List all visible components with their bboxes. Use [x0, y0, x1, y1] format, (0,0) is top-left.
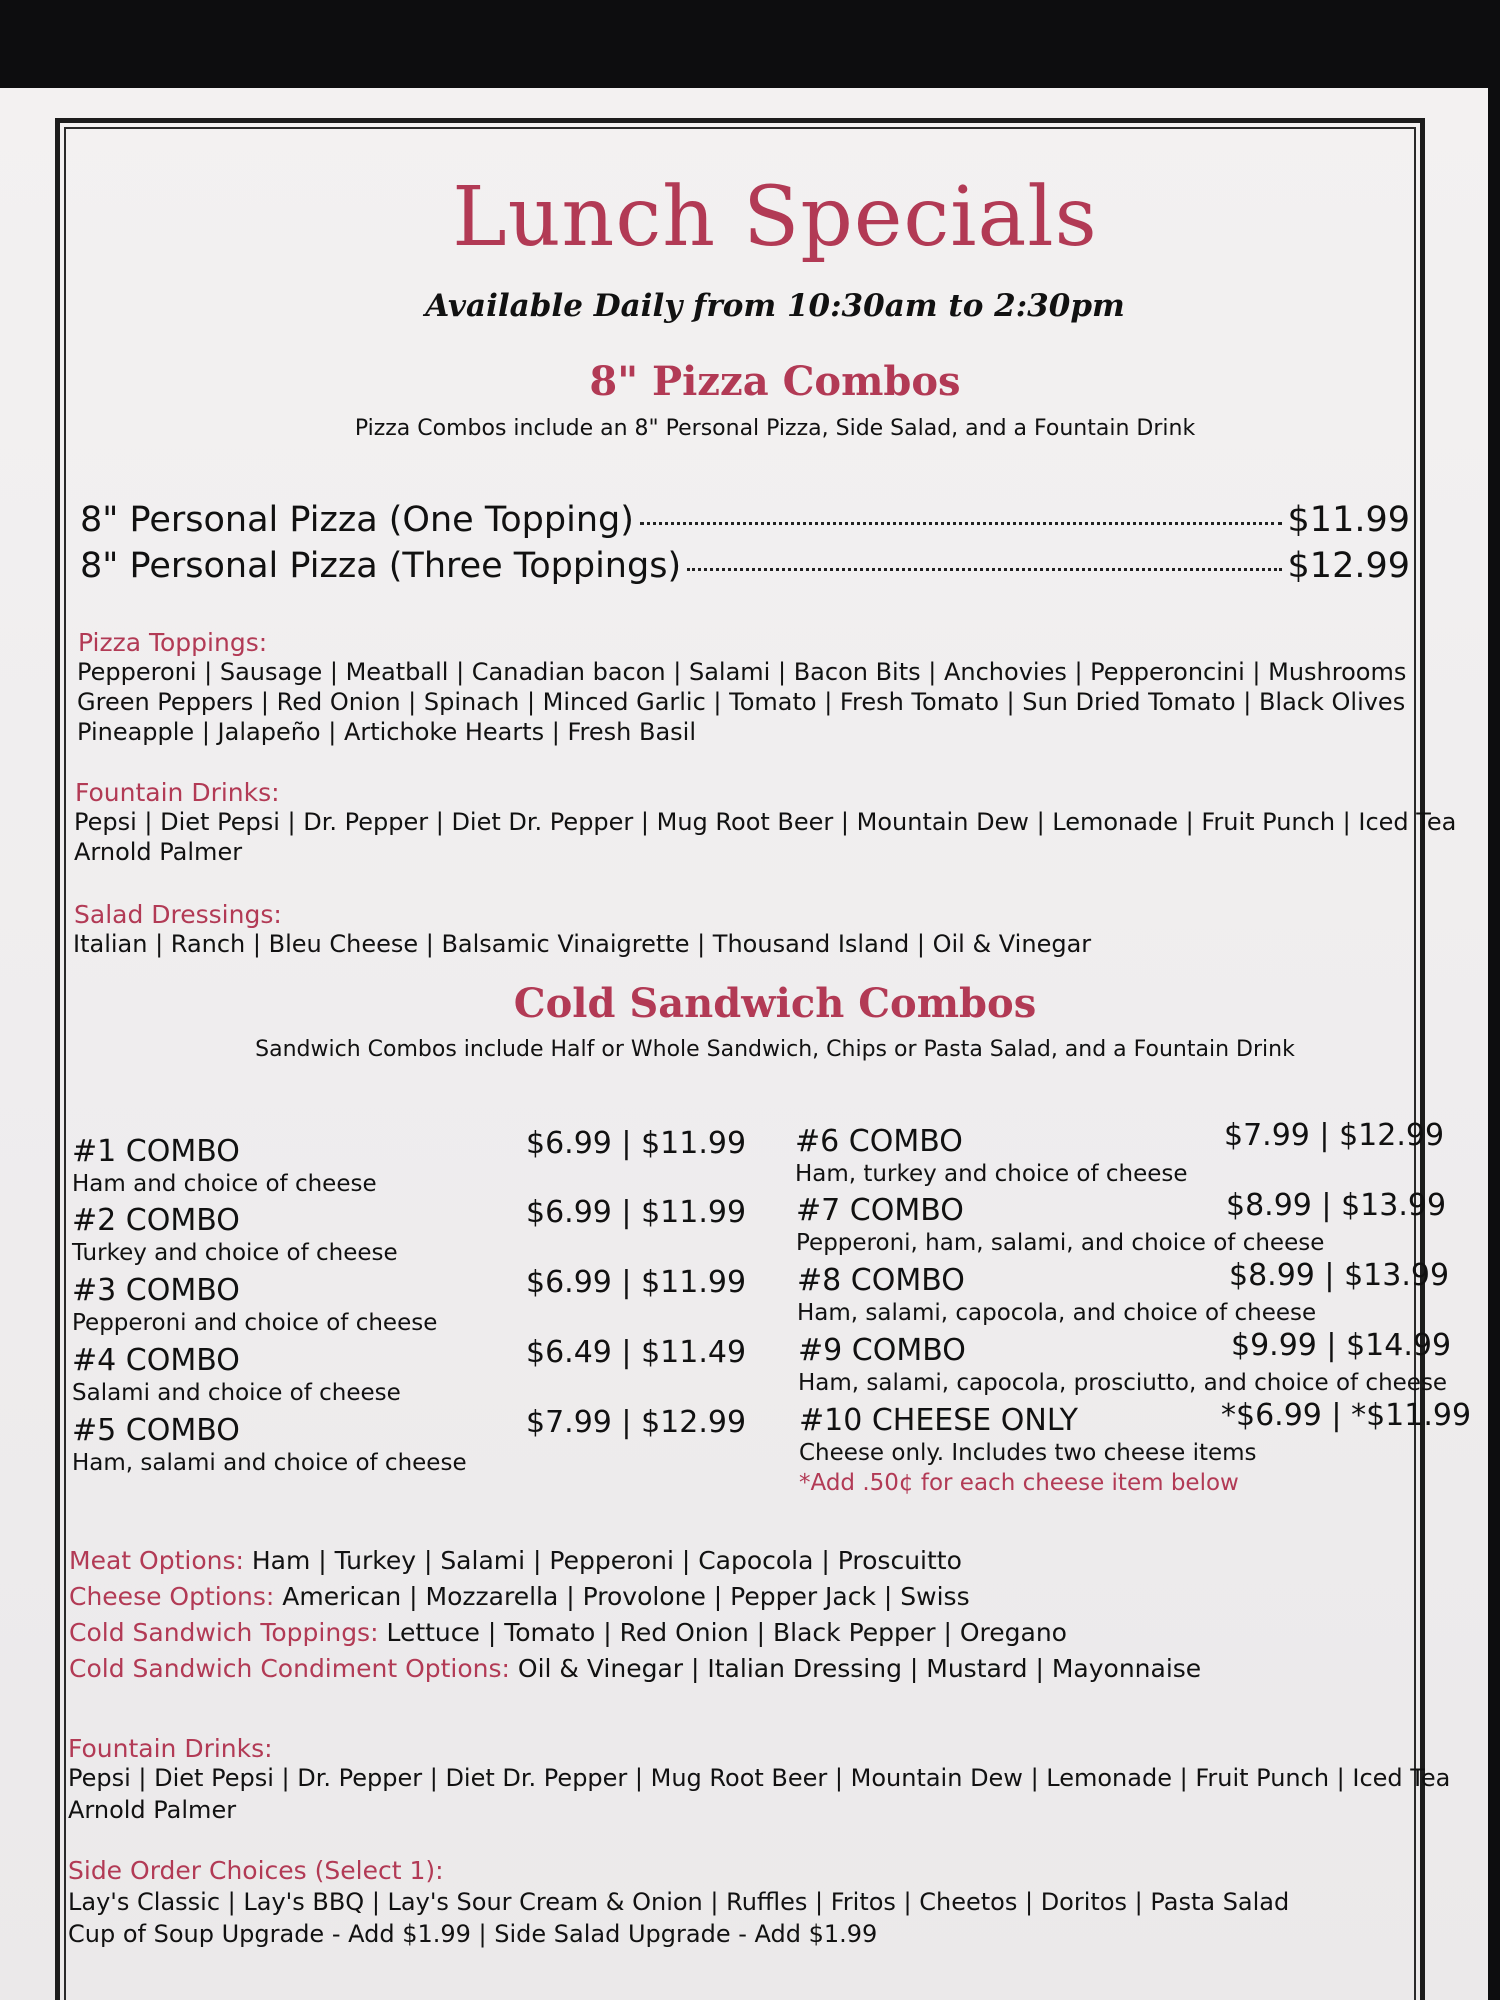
- combo-description: Cheese only. Includes two cheese items: [799, 1440, 1257, 1466]
- combo-price: $6.49 | $11.49: [526, 1335, 747, 1370]
- sandwich-drinks-label: Fountain Drinks:: [68, 1734, 273, 1763]
- combo-price: $6.99 | $11.99: [526, 1126, 747, 1161]
- combo-name: #7 COMBO: [796, 1193, 964, 1228]
- combo-description: Pepperoni and choice of cheese: [72, 1310, 438, 1336]
- sandwich-drinks-line: Arnold Palmer: [68, 1796, 237, 1824]
- option-label: Cold Sandwich Condiment Options:: [69, 1654, 510, 1683]
- combo-name: #5 COMBO: [72, 1413, 240, 1448]
- combo-description: Ham, salami and choice of cheese: [72, 1450, 467, 1476]
- combo-description: Salami and choice of cheese: [72, 1380, 401, 1406]
- option-line: [69, 1546, 962, 1575]
- combo-price: $7.99 | $12.99: [526, 1405, 747, 1440]
- combo-description: Ham and choice of cheese: [72, 1171, 377, 1197]
- pizza-toppings-line: Pepperoni | Sausage | Meatball | Canadian bacon | Salami | Bacon Bits | Anchovies | Pepperoncini | Mushrooms: [77, 658, 1407, 686]
- combo-name: #2 COMBO: [72, 1203, 240, 1238]
- side-order-label: Side Order Choices (Select 1):: [68, 1856, 444, 1885]
- pizza-item-name: 8" Personal Pizza (One Topping): [80, 500, 634, 540]
- sandwich-section-title: Cold Sandwich Combos: [513, 980, 1037, 1027]
- combo-description: Ham, turkey and choice of cheese: [795, 1161, 1188, 1187]
- option-values: Lettuce | Tomato | Red Onion | Black Pepper | Oregano: [378, 1618, 1067, 1647]
- combo-price: $9.99 | $14.99: [1231, 1328, 1452, 1363]
- combo-price: $6.99 | $11.99: [526, 1195, 747, 1230]
- combo-description: Pepperoni, ham, salami, and choice of cheese: [796, 1230, 1325, 1256]
- option-values: Oil & Vinegar | Italian Dressing | Mustard | Mayonnaise: [509, 1654, 1202, 1683]
- salad-dressings-label: Salad Dressings:: [74, 900, 282, 929]
- combo-description: Ham, salami, capocola, prosciutto, and choice of cheese: [798, 1370, 1448, 1396]
- cheese-upcharge-note: *Add .50¢ for each cheese item below: [799, 1470, 1239, 1496]
- side-order-line: Cup of Soup Upgrade - Add $1.99 | Side Salad Upgrade - Add $1.99: [68, 1920, 878, 1948]
- option-line: [69, 1618, 1067, 1647]
- combo-name: #6 COMBO: [795, 1124, 963, 1159]
- combo-price: $7.99 | $12.99: [1224, 1118, 1445, 1153]
- combo-name: #1 COMBO: [72, 1134, 240, 1169]
- combo-name: #8 COMBO: [797, 1263, 965, 1298]
- option-values: Ham | Turkey | Salami | Pepperoni | Capocola | Proscuitto: [243, 1546, 962, 1575]
- sandwich-drinks-line: Pepsi | Diet Pepsi | Dr. Pepper | Diet Dr. Pepper | Mug Root Beer | Mountain Dew | Lemonade | Fruit Punch | Iced Tea: [68, 1764, 1451, 1792]
- pizza-toppings-line: Pineapple | Jalapeño | Artichoke Hearts | Fresh Basil: [77, 718, 696, 746]
- option-line: [69, 1654, 1201, 1683]
- pizza-item-price: $12.99: [1287, 546, 1410, 586]
- pizza-item-row: [80, 546, 1410, 586]
- combo-description: Ham, salami, capocola, and choice of cheese: [797, 1300, 1317, 1326]
- pizza-toppings-line: Green Peppers | Red Onion | Spinach | Minced Garlic | Tomato | Fresh Tomato | Sun Dried Tomato | Black Olives: [77, 688, 1406, 716]
- menu-title: Lunch Specials: [452, 170, 1098, 265]
- option-label: Meat Options:: [69, 1546, 244, 1575]
- salad-dressings-line: Italian | Ranch | Bleu Cheese | Balsamic Vinaigrette | Thousand Island | Oil & Vinegar: [73, 930, 1092, 958]
- pizza-section-description: Pizza Combos include an 8" Personal Pizza, Side Salad, and a Fountain Drink: [354, 416, 1196, 441]
- leader-dots: [687, 568, 1281, 571]
- option-line: [69, 1582, 970, 1611]
- sandwich-section-description: Sandwich Combos include Half or Whole Sandwich, Chips or Pasta Salad, and a Fountain Drink: [255, 1037, 1295, 1062]
- pizza-item-row: [80, 500, 1410, 540]
- pizza-drinks-line: Arnold Palmer: [74, 838, 243, 866]
- combo-price: *$6.99 | *$11.99: [1221, 1398, 1472, 1433]
- option-values: American | Mozzarella | Provolone | Pepper Jack | Swiss: [274, 1582, 970, 1611]
- pizza-section-title: 8" Pizza Combos: [589, 358, 961, 405]
- combo-name: #10 CHEESE ONLY: [799, 1403, 1078, 1438]
- pizza-drinks-label: Fountain Drinks:: [75, 778, 280, 807]
- leader-dots: [640, 522, 1282, 525]
- menu-hours: Available Daily from 10:30am to 2:30pm: [425, 288, 1125, 324]
- combo-name: #4 COMBO: [72, 1343, 240, 1378]
- combo-price: $6.99 | $11.99: [526, 1265, 747, 1300]
- side-order-line: Lay's Classic | Lay's BBQ | Lay's Sour Cream & Onion | Ruffles | Fritos | Cheetos | Doritos | Pasta Salad: [68, 1888, 1290, 1916]
- combo-price: $8.99 | $13.99: [1229, 1258, 1450, 1293]
- option-label: Cheese Options:: [69, 1582, 275, 1611]
- pizza-toppings-label: Pizza Toppings:: [78, 628, 268, 657]
- pizza-item-price: $11.99: [1287, 500, 1410, 540]
- pizza-drinks-line: Pepsi | Diet Pepsi | Dr. Pepper | Diet Dr. Pepper | Mug Root Beer | Mountain Dew | Lemonade | Fruit Punch | Iced Tea: [74, 808, 1457, 836]
- pizza-item-name: 8" Personal Pizza (Three Toppings): [80, 546, 682, 586]
- combo-name: #9 COMBO: [798, 1333, 966, 1368]
- combo-description: Turkey and choice of cheese: [72, 1240, 398, 1266]
- menu-border-inner: [64, 127, 1416, 2000]
- combo-price: $8.99 | $13.99: [1226, 1188, 1447, 1223]
- option-label: Cold Sandwich Toppings:: [69, 1618, 379, 1647]
- combo-name: #3 COMBO: [72, 1273, 240, 1308]
